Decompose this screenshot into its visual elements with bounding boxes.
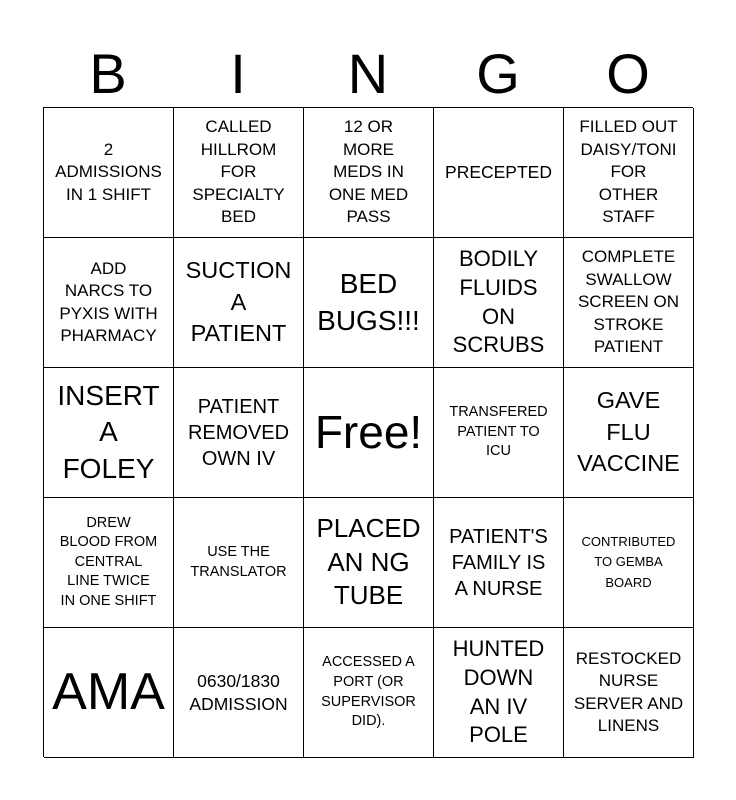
free-space[interactable]: Free!: [304, 368, 434, 498]
bingo-cell[interactable]: BED BUGS!!!: [304, 238, 434, 368]
bingo-cell[interactable]: SUCTION A PATIENT: [174, 238, 304, 368]
header-letter-g: G: [476, 42, 520, 105]
bingo-header: [43, 40, 693, 108]
header-letter-n: N: [347, 42, 389, 105]
bingo-cell[interactable]: INSERT A FOLEY: [44, 368, 174, 498]
bingo-cell[interactable]: USE THE TRANSLATOR: [174, 498, 304, 628]
bingo-cell[interactable]: DREW BLOOD FROM CENTRAL LINE TWICE IN ONE SHIFT: [44, 498, 174, 628]
bingo-cell[interactable]: GAVE FLU VACCINE: [564, 368, 694, 498]
bingo-card-grid: [43, 107, 693, 757]
bingo-cell[interactable]: ADD NARCS TO PYXIS WITH PHARMACY: [44, 238, 174, 368]
bingo-cell[interactable]: PRECEPTED: [434, 108, 564, 238]
bingo-cell[interactable]: AMA: [44, 628, 174, 758]
bingo-cell[interactable]: CONTRIBUTED TO GEMBA BOARD: [564, 498, 694, 628]
header-letter-i: I: [230, 42, 246, 105]
bingo-cell[interactable]: ACCESSED A PORT (OR SUPERVISOR DID).: [304, 628, 434, 758]
bingo-cell[interactable]: FILLED OUT DAISY/TONI FOR OTHER STAFF: [564, 108, 694, 238]
bingo-cell[interactable]: 2 ADMISSIONS IN 1 SHIFT: [44, 108, 174, 238]
bingo-cell[interactable]: 0630/1830 ADMISSION: [174, 628, 304, 758]
bingo-cell[interactable]: BODILY FLUIDS ON SCRUBS: [434, 238, 564, 368]
bingo-cell[interactable]: CALLED HILLROM FOR SPECIALTY BED: [174, 108, 304, 238]
bingo-cell[interactable]: HUNTED DOWN AN IV POLE: [434, 628, 564, 758]
bingo-cell[interactable]: COMPLETE SWALLOW SCREEN ON STROKE PATIENT: [564, 238, 694, 368]
bingo-cell[interactable]: TRANSFERED PATIENT TO ICU: [434, 368, 564, 498]
bingo-cell[interactable]: PLACED AN NG TUBE: [304, 498, 434, 628]
header-letter-o: O: [606, 42, 650, 105]
bingo-cell[interactable]: PATIENT'S FAMILY IS A NURSE: [434, 498, 564, 628]
header-letter-b: B: [89, 42, 127, 105]
bingo-cell[interactable]: PATIENT REMOVED OWN IV: [174, 368, 304, 498]
bingo-cell[interactable]: RESTOCKED NURSE SERVER AND LINENS: [564, 628, 694, 758]
bingo-cell[interactable]: 12 OR MORE MEDS IN ONE MED PASS: [304, 108, 434, 238]
